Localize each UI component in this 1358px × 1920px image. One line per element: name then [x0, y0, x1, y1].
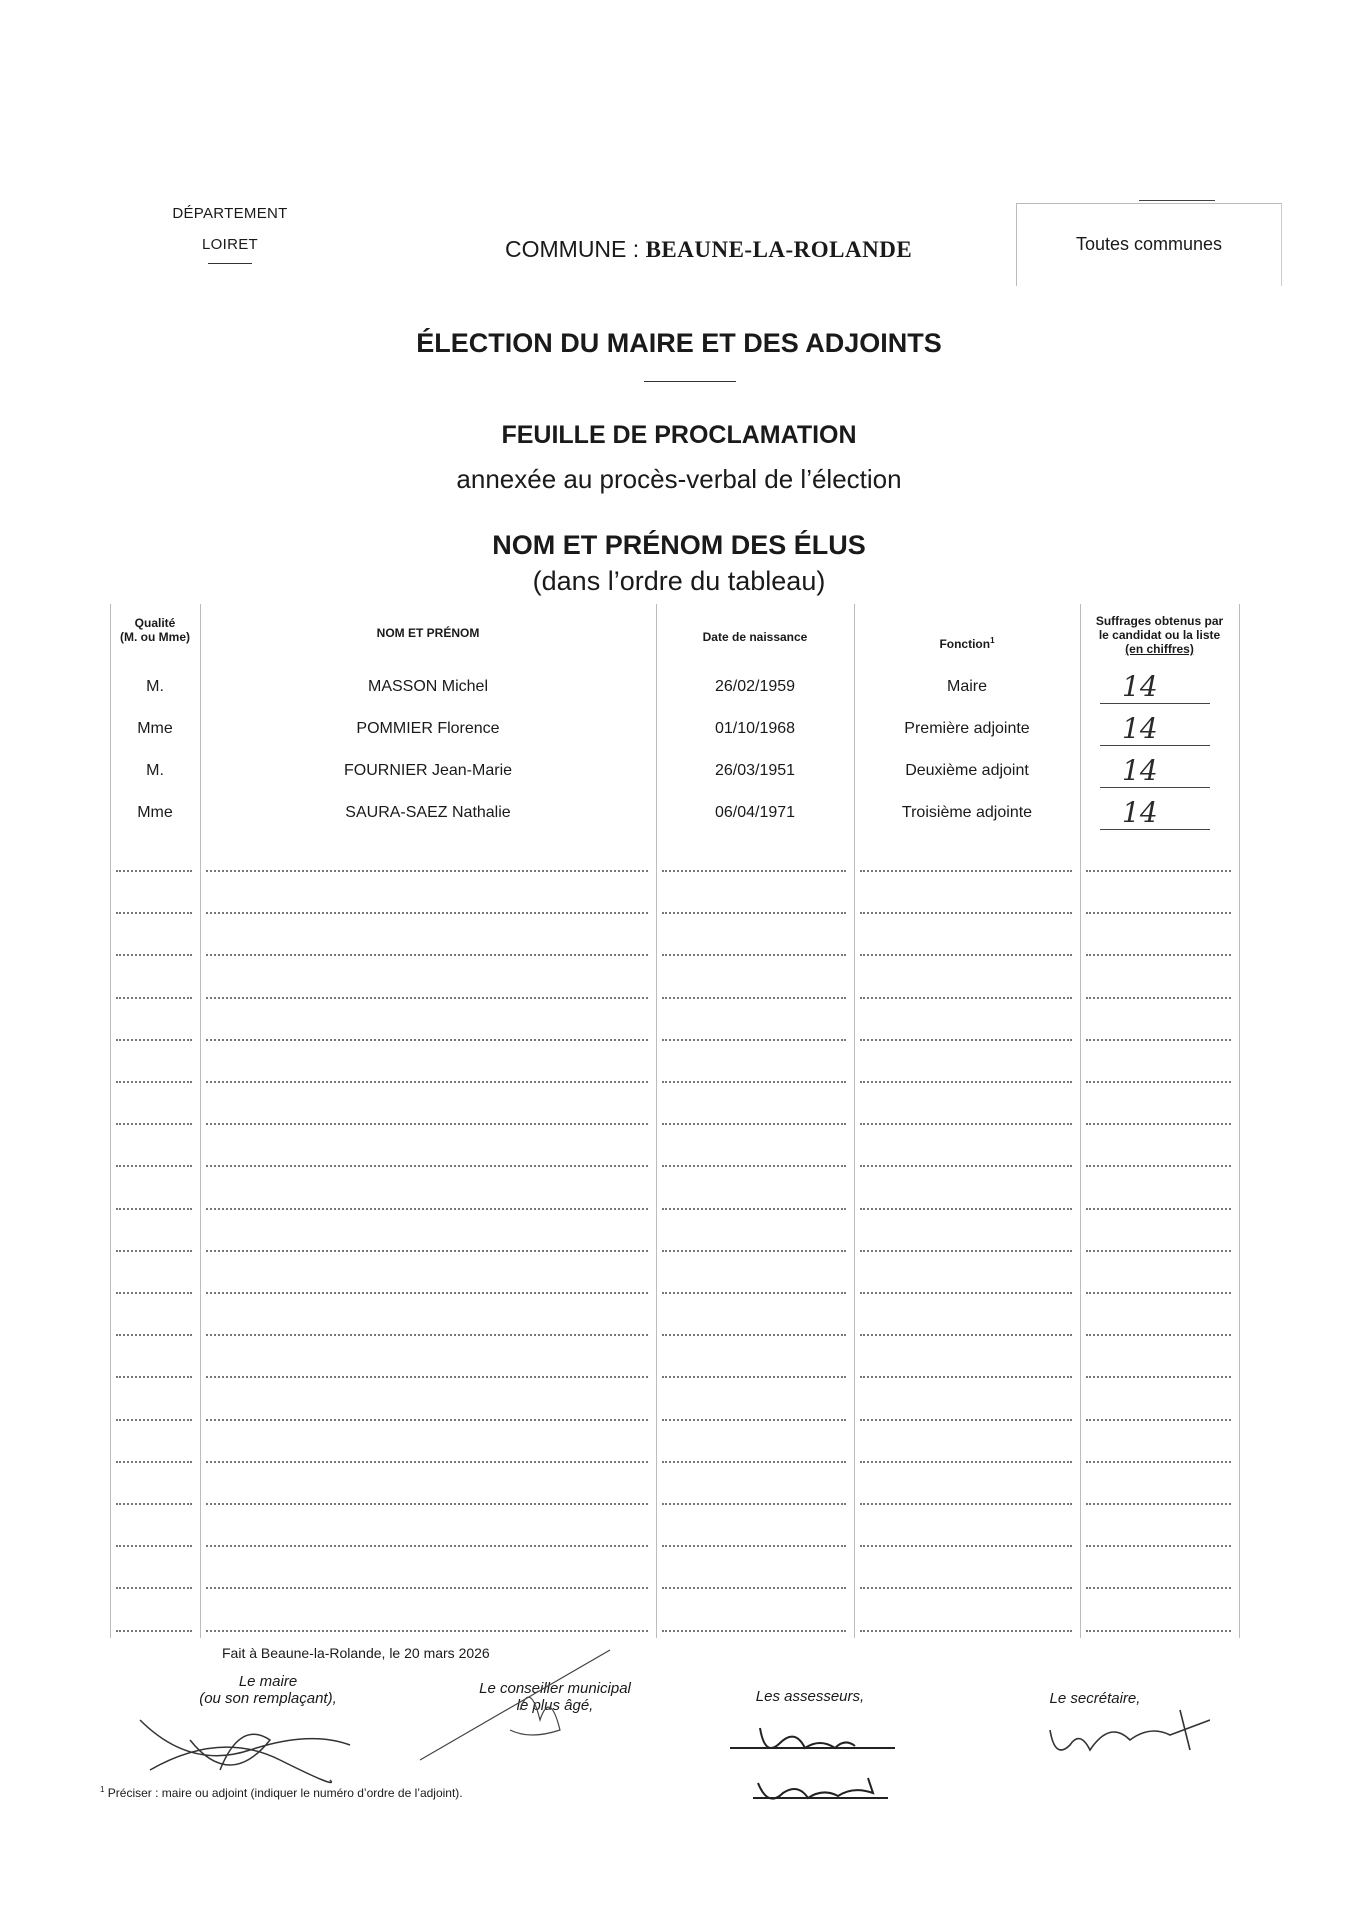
header-date: Date de naissance [702, 630, 808, 644]
empty-row [110, 1129, 1240, 1171]
dotted-line [116, 1081, 192, 1083]
dotted-line [860, 1419, 1072, 1421]
maire-label-line2: (ou son remplaçant), [199, 1690, 337, 1707]
empty-row [110, 1467, 1240, 1509]
commune-line [505, 236, 912, 263]
dotted-line [116, 870, 192, 872]
dotted-line [662, 1545, 846, 1547]
footnote-marker: 1 [100, 1785, 105, 1794]
dotted-line [1086, 1165, 1231, 1167]
dotted-line [662, 1208, 846, 1210]
footnote-text: Préciser : maire ou adjoint (indiquer le numéro d’ordre de l’adjoint). [107, 1786, 463, 1800]
entry-underline [1100, 703, 1210, 704]
entry-underline [1100, 745, 1210, 746]
department-label: DÉPARTEMENT [172, 205, 288, 222]
cell-qualite: M. [146, 678, 164, 695]
dotted-line [662, 954, 846, 956]
dotted-line [116, 1250, 192, 1252]
dotted-line [206, 1503, 648, 1505]
cell-fonction: Maire [946, 678, 987, 695]
empty-row [110, 1383, 1240, 1425]
dotted-line [206, 1081, 648, 1083]
dotted-line [860, 1165, 1072, 1167]
dotted-line [116, 1165, 192, 1167]
dotted-line [860, 1123, 1072, 1125]
dotted-line [860, 1039, 1072, 1041]
secretaire-signature-icon [1030, 1690, 1210, 1770]
dotted-line [1086, 1123, 1231, 1125]
dotted-line [206, 1039, 648, 1041]
header-qualite-line2: (M. ou Mme) [120, 630, 190, 644]
dotted-line [116, 1376, 192, 1378]
empty-row [110, 1087, 1240, 1129]
table-row [110, 750, 1240, 792]
dotted-line [206, 1545, 648, 1547]
dotted-line [116, 1587, 192, 1589]
dotted-line [662, 1334, 846, 1336]
cell-date: 06/04/1971 [714, 804, 796, 821]
dotted-line [116, 912, 192, 914]
empty-row [110, 834, 1240, 876]
sheet-subtitle: annexée au procès-verbal de l’élection [456, 464, 902, 494]
dotted-line [662, 1292, 846, 1294]
empty-row [110, 961, 1240, 1003]
dotted-line [662, 1630, 846, 1632]
divider [208, 263, 252, 264]
dotted-line [116, 1123, 192, 1125]
department-value: LOIRET [202, 236, 258, 253]
dotted-line [206, 1208, 648, 1210]
dotted-line [116, 1039, 192, 1041]
dotted-line [662, 1587, 846, 1589]
dotted-line [116, 954, 192, 956]
cell-nom: SAURA-SAEZ Nathalie [345, 804, 511, 821]
empty-row [110, 1003, 1240, 1045]
dotted-line [206, 954, 648, 956]
dotted-line [206, 1630, 648, 1632]
dotted-line [206, 1461, 648, 1463]
commune-type-text: Toutes communes [1075, 234, 1223, 254]
cell-suffrages: 14 [1122, 754, 1158, 787]
dotted-line [206, 1587, 648, 1589]
dotted-line [206, 912, 648, 914]
cell-date: 26/03/1951 [714, 762, 796, 779]
dotted-line [860, 1376, 1072, 1378]
dotted-line [206, 997, 648, 999]
header-qualite-line1: Qualité [134, 616, 176, 630]
dotted-line [206, 1292, 648, 1294]
empty-row [110, 1214, 1240, 1256]
dotted-line [860, 1250, 1072, 1252]
empty-row [110, 1425, 1240, 1467]
dotted-line [116, 1630, 192, 1632]
dotted-line [662, 870, 846, 872]
department-block [160, 205, 300, 264]
empty-row [110, 1045, 1240, 1087]
empty-row [110, 918, 1240, 960]
dotted-line [116, 1419, 192, 1421]
dotted-line [860, 1587, 1072, 1589]
cell-suffrages: 14 [1122, 670, 1158, 703]
dotted-line [1086, 870, 1231, 872]
dotted-line [1086, 1461, 1231, 1463]
cell-date: 01/10/1968 [714, 720, 796, 737]
header-fonction-text: Fonction [939, 637, 991, 651]
dotted-line [662, 1039, 846, 1041]
dotted-line [1086, 1334, 1231, 1336]
dotted-line [206, 1419, 648, 1421]
dotted-line [1086, 1292, 1231, 1294]
dotted-line [1086, 1039, 1231, 1041]
cell-nom: FOURNIER Jean-Marie [343, 762, 513, 779]
dotted-line [662, 1376, 846, 1378]
dotted-line [206, 870, 648, 872]
table-row [110, 792, 1240, 834]
empty-row [110, 1594, 1240, 1636]
empty-row [110, 1509, 1240, 1551]
entry-underline [1100, 787, 1210, 788]
dotted-line [1086, 1630, 1231, 1632]
dotted-line [860, 1630, 1072, 1632]
dotted-line [116, 1208, 192, 1210]
cell-date: 26/02/1959 [714, 678, 796, 695]
secretaire-label: Le secrétaire, [1049, 1690, 1141, 1707]
footnote [100, 1785, 463, 1800]
dotted-line [662, 1503, 846, 1505]
dotted-line [1086, 1587, 1231, 1589]
cell-qualite: Mme [137, 804, 173, 821]
empty-row [110, 1298, 1240, 1340]
dotted-line [1086, 1250, 1231, 1252]
commune-label: COMMUNE : [505, 236, 640, 262]
header-suffrages-line3: (en chiffres) [1125, 642, 1194, 656]
dotted-line [116, 1334, 192, 1336]
commune-type-box [1016, 203, 1282, 286]
dotted-line [116, 1292, 192, 1294]
dotted-line [116, 1545, 192, 1547]
elected-table [110, 604, 1240, 1638]
sheet-title: FEUILLE DE PROCLAMATION [501, 421, 857, 449]
empty-row [110, 1256, 1240, 1298]
dotted-line [662, 1081, 846, 1083]
empty-row [110, 1551, 1240, 1593]
cell-fonction: Troisième adjointe [901, 804, 1033, 821]
table-row [110, 666, 1240, 708]
empty-row [110, 1340, 1240, 1382]
dotted-line [206, 1334, 648, 1336]
dotted-line [860, 1208, 1072, 1210]
divider [1139, 200, 1215, 201]
dotted-line [662, 1250, 846, 1252]
dotted-line [860, 1503, 1072, 1505]
dotted-line [662, 1123, 846, 1125]
cell-qualite: Mme [137, 720, 173, 737]
entry-underline [1100, 829, 1210, 830]
dotted-line [860, 1081, 1072, 1083]
divider [644, 381, 736, 382]
maire-label-line1: Le maire [238, 1673, 298, 1690]
dotted-line [860, 1292, 1072, 1294]
dotted-line [116, 1461, 192, 1463]
dotted-line [1086, 1503, 1231, 1505]
cell-nom: MASSON Michel [367, 678, 489, 695]
header-suffrages-line1: Suffrages obtenus par [1095, 614, 1224, 628]
dotted-line [1086, 1419, 1231, 1421]
maire-signature-icon [130, 1700, 360, 1790]
dotted-line [860, 954, 1072, 956]
dotted-line [662, 1461, 846, 1463]
assesseurs-label: Les assesseurs, [755, 1688, 865, 1705]
dotted-line [206, 1165, 648, 1167]
signed-at: Fait à Beaune-la-Rolande, le 20 mars 2026 [222, 1645, 490, 1661]
dotted-line [662, 1165, 846, 1167]
cell-suffrages: 14 [1122, 712, 1158, 745]
table-row [110, 708, 1240, 750]
dotted-line [860, 997, 1072, 999]
dotted-line [1086, 1545, 1231, 1547]
dotted-line [860, 1334, 1072, 1336]
cell-suffrages: 14 [1122, 796, 1158, 829]
conseiller-signature-icon [410, 1640, 640, 1770]
assesseur-1-signature-icon [725, 1718, 905, 1768]
header-qualite [110, 616, 200, 644]
empty-row [110, 1172, 1240, 1214]
cell-qualite: M. [146, 762, 164, 779]
dotted-line [662, 912, 846, 914]
dotted-line [116, 1503, 192, 1505]
cell-nom: POMMIER Florence [356, 720, 500, 737]
commune-name: BEAUNE-LA-ROLANDE [645, 237, 913, 262]
empty-row [110, 876, 1240, 918]
header-suffrages [1080, 614, 1239, 656]
cell-fonction: Deuxième adjoint [905, 762, 1029, 779]
dotted-line [1086, 997, 1231, 999]
dotted-line [662, 1419, 846, 1421]
dotted-line [860, 1461, 1072, 1463]
header-fonction [854, 634, 1080, 651]
dotted-line [206, 1250, 648, 1252]
dotted-line [116, 997, 192, 999]
dotted-line [1086, 1208, 1231, 1210]
dotted-line [1086, 912, 1231, 914]
dotted-line [662, 997, 846, 999]
dotted-line [860, 1545, 1072, 1547]
dotted-line [860, 912, 1072, 914]
conseiller-label-line2: le plus âgé, [516, 1697, 594, 1714]
section-subtitle: (dans l’ordre du tableau) [532, 566, 826, 596]
dotted-line [206, 1123, 648, 1125]
header-nom: NOM ET PRÉNOM [376, 626, 480, 640]
dotted-line [206, 1376, 648, 1378]
conseiller-label-line1: Le conseiller municipal [479, 1680, 631, 1697]
dotted-line [1086, 1376, 1231, 1378]
section-title: NOM ET PRÉNOM DES ÉLUS [492, 530, 866, 560]
cell-fonction: Première adjointe [904, 720, 1030, 737]
assesseur-2-signature-icon [748, 1768, 898, 1818]
header-suffrages-line2: le candidat ou la liste [1098, 628, 1221, 642]
page-title: ÉLECTION DU MAIRE ET DES ADJOINTS [416, 328, 942, 358]
footnote-marker: 1 [990, 636, 995, 645]
dotted-line [1086, 1081, 1231, 1083]
dotted-line [1086, 954, 1231, 956]
dotted-line [860, 870, 1072, 872]
